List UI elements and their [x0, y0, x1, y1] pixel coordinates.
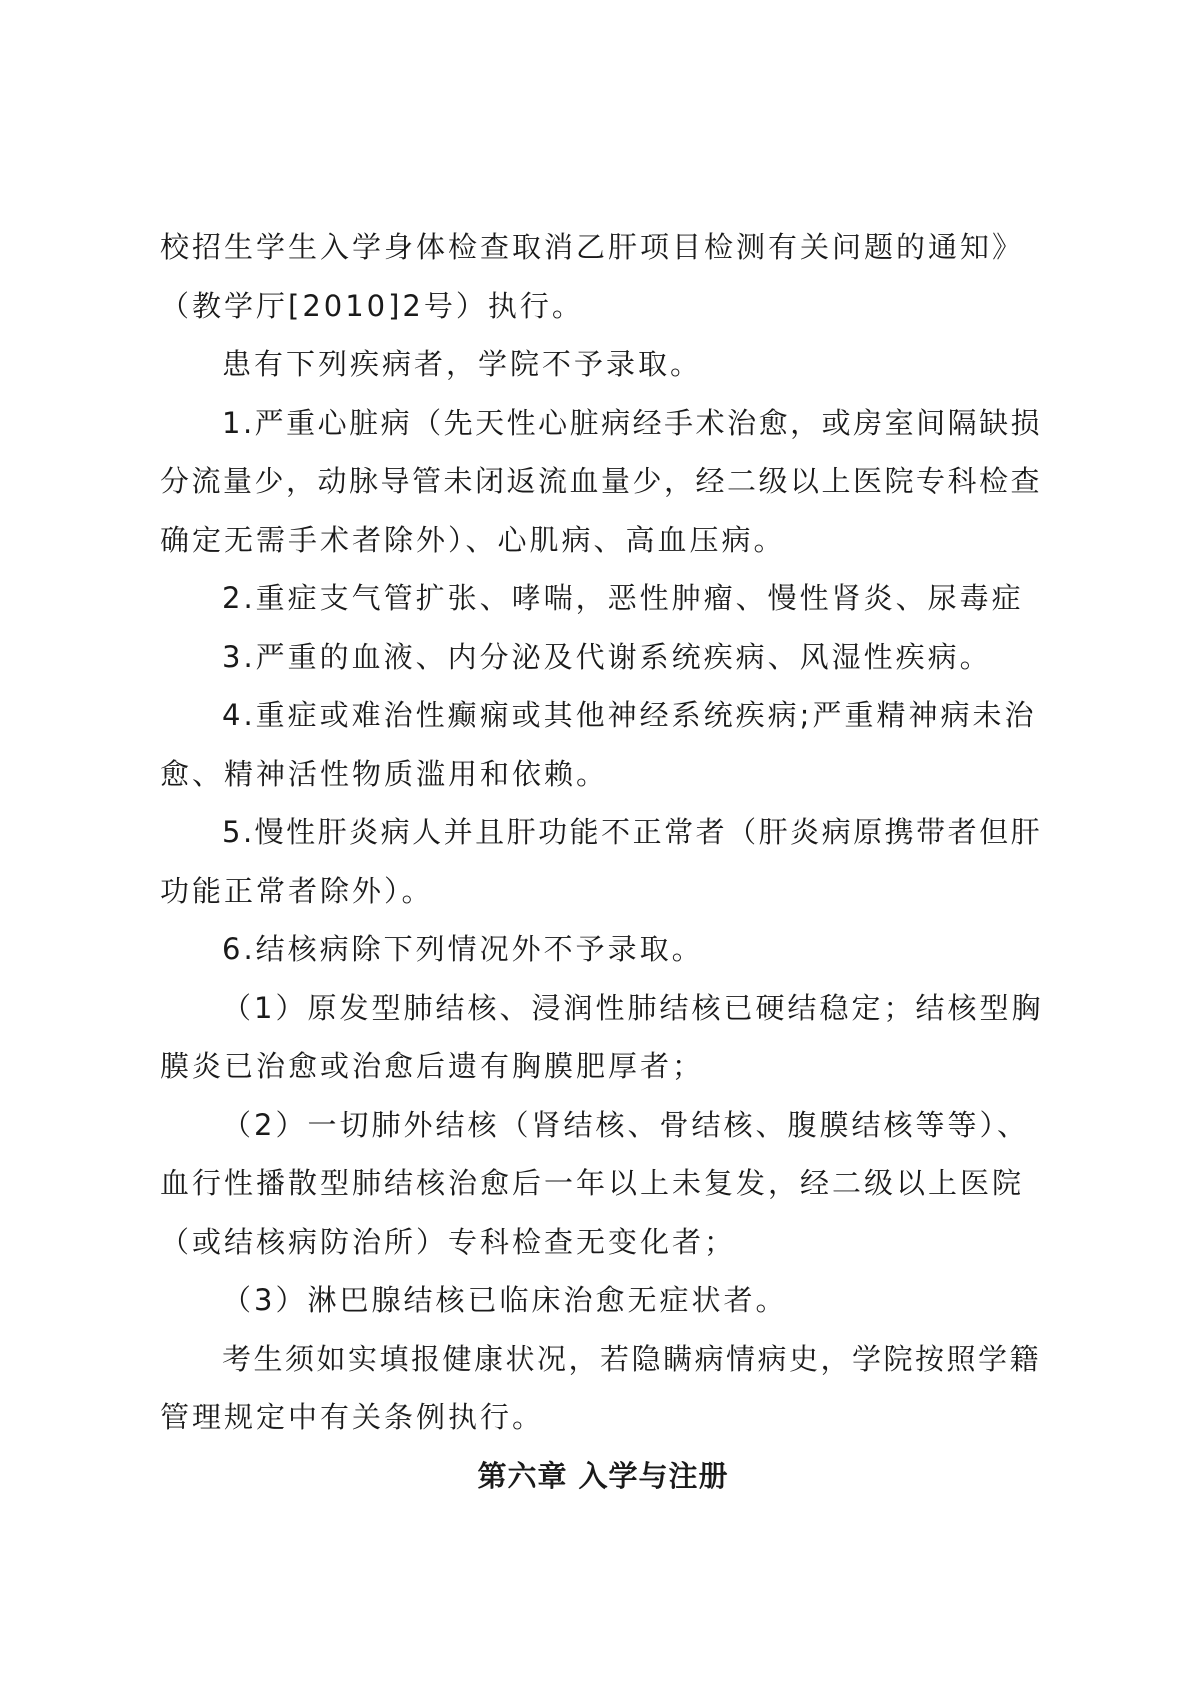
document-body	[160, 218, 1046, 1505]
text-line: 愈、精神活性物质滥用和依赖。	[160, 756, 609, 791]
text-line: 1.严重心脏病（先天性心脏病经手术治愈，或房室间隔缺损	[222, 405, 1043, 440]
text-line: （1）原发型肺结核、浸润性肺结核已硬结稳定；结核型胸	[222, 990, 1044, 1025]
text-line: 患有下列疾病者，学院不予录取。	[222, 347, 703, 381]
text-line: 确定无需手术者除外）、心肌病、高血压病。	[160, 522, 786, 557]
text-line: （教学厅[2010]2号）执行。	[160, 288, 584, 323]
text-line: 5.慢性肝炎病人并且肝功能不正常者（肝炎病原携带者但肝	[222, 815, 1043, 849]
text-line: 6.结核病除下列情况外不予录取。	[222, 932, 704, 966]
text-line: 管理规定中有关条例执行。	[160, 1400, 545, 1434]
text-line: 膜炎已治愈或治愈后遗有胸膜肥厚者；	[160, 1049, 705, 1083]
text-line: 分流量少，动脉导管未闭返流血量少，经二级以上医院专科检查	[160, 464, 1043, 498]
text-line: 校招生学生入学身体检查取消乙肝项目检测有关问题的通知》	[160, 230, 1025, 264]
text-line: 血行性播散型肺结核治愈后一年以上未复发，经二级以上医院	[160, 1166, 1025, 1200]
text-line: 2.重症支气管扩张、哮喘，恶性肿瘤、慢性肾炎、尿毒症	[222, 581, 1024, 615]
text-line: 3.严重的血液、内分泌及代谢系统疾病、风湿性疾病。	[222, 639, 992, 674]
text-line: 考生须如实填报健康状况，若隐瞒病情病史，学院按照学籍	[222, 1341, 1042, 1376]
text-line: 4.重症或难治性癫痫或其他神经系统疾病;严重精神病未治	[222, 698, 1037, 732]
text-line: （或结核病防治所）专科检查无变化者；	[160, 1224, 737, 1259]
text-line: （2）一切肺外结核（肾结核、骨结核、腹膜结核等等）、	[222, 1107, 1029, 1142]
chapter-heading: 第六章 入学与注册	[477, 1458, 729, 1493]
text-line: 功能正常者除外）。	[160, 873, 434, 908]
text-line: （3）淋巴腺结核已临床治愈无症状者。	[222, 1283, 788, 1317]
